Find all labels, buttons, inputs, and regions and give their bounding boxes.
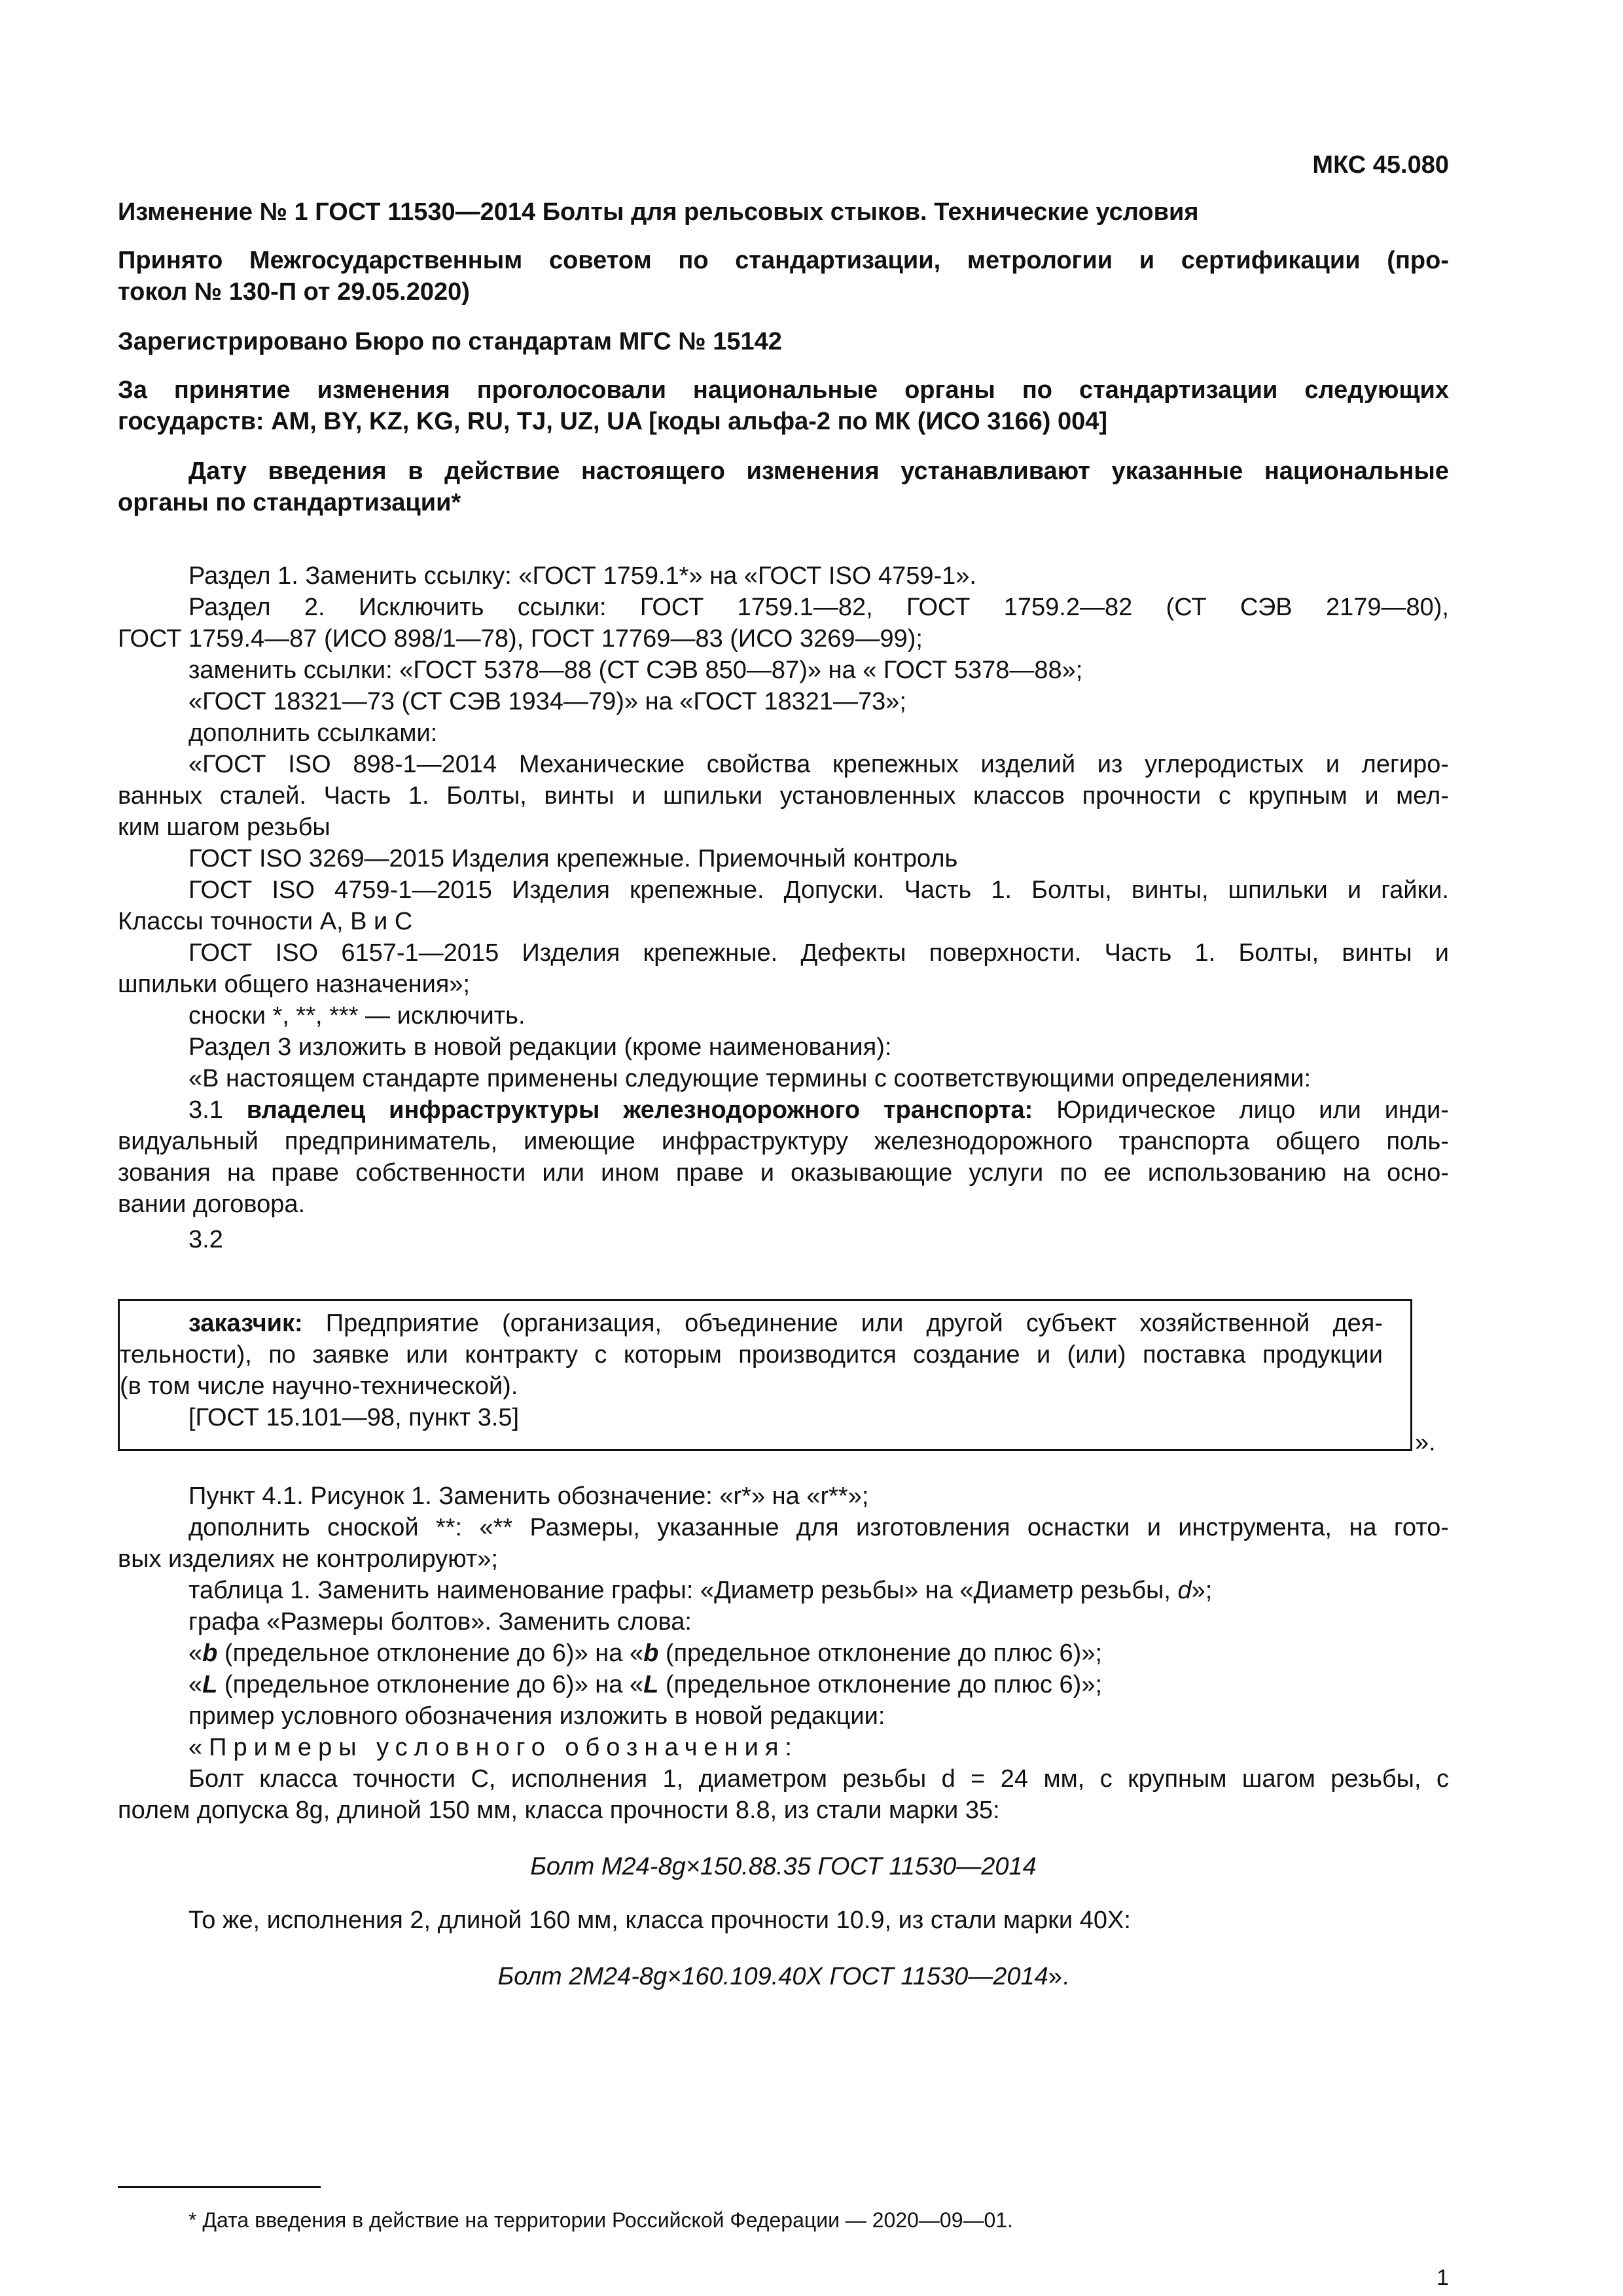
p41-line-8: пример условного обозначения изложить в новой редакции: — [188, 1702, 885, 1730]
date-intro-line-2: органы по стандартизации* — [118, 489, 461, 516]
definition-box — [118, 1299, 1412, 1451]
page-number: 1 — [1436, 2265, 1449, 2290]
example-2: Болт 2М24-8g×160.109.40Х ГОСТ 11530—2014 — [497, 1963, 1048, 1990]
box-term: заказчик: — [188, 1310, 303, 1337]
p41-line-7 — [188, 1669, 1102, 1700]
mks-code: МКС 45.080 — [1312, 151, 1449, 179]
section-2-line-e: дополнить ссылками: — [188, 719, 438, 747]
ref-4-line-b: шпильки общего назначения»; — [118, 971, 471, 998]
ref-3-line-a: ГОСТ ISO 4759-1—2015 Изделия крепежные. Допуски. Часть 1. Болты, винты, шпильки и гайки. — [188, 876, 1449, 904]
p41-line-4-end: »; — [1191, 1577, 1213, 1604]
p41-line-6-quote: « — [188, 1640, 203, 1667]
p41-line-7-quote: « — [188, 1671, 203, 1698]
box-closing-quote: ». — [1415, 1429, 1436, 1456]
p41-line-6-mid: (предельное отклонение до 6)» на « — [217, 1640, 644, 1667]
ref-1-line-c: ким шагом резьбы — [118, 814, 330, 841]
term-3-1-line-b: видуальный предприниматель, имеющие инфраструктуру железнодорожного транспорта общего поль- — [118, 1128, 1449, 1155]
registered-line: Зарегистрировано Бюро по стандартам МГС № 15142 — [118, 328, 782, 355]
p41-line-1: Пункт 4.1. Рисунок 1. Заменить обозначение: «r*» на «r**»; — [188, 1482, 869, 1510]
section-2-line-d: «ГОСТ 18321—73 (СТ СЭВ 1934—79)» на «ГОСТ 18321—73»; — [188, 688, 906, 715]
p41-line-10b: полем допуска 8g, длиной 150 мм, класса прочности 8.8, из стали марки 35: — [118, 1797, 1000, 1824]
footnote-rule — [118, 2186, 321, 2188]
example-2-line — [118, 1961, 1449, 1992]
p41-line-7-L: L — [202, 1671, 218, 1698]
section-2-line-b: ГОСТ 1759.4—87 (ИСО 898/1—78), ГОСТ 17769—83 (ИСО 3269—99); — [118, 625, 923, 653]
ref-3-line-b: Классы точности А, В и С — [118, 908, 413, 935]
section-3-line: Раздел 3 изложить в новой редакции (кроме наименования): — [188, 1033, 892, 1061]
term-3-2-number: 3.2 — [188, 1226, 223, 1253]
p41-line-9: «Примеры условного обозначения: — [188, 1734, 798, 1761]
example-2-end: ». — [1048, 1963, 1069, 1990]
p41-line-7-L2: L — [643, 1671, 659, 1698]
example-1: Болт М24-8g×150.88.35 ГОСТ 11530—2014 — [530, 1853, 1037, 1880]
section-2-line-c: заменить ссылки: «ГОСТ 5378—88 (СТ СЭВ 850—87)» на « ГОСТ 5378—88»; — [188, 656, 1083, 684]
adopted-line-1: Принято Межгосударственным советом по стандартизации, метрологии и сертификации (про- — [118, 247, 1449, 274]
p41-line-7-end: (предельное отклонение до плюс 6)»; — [658, 1671, 1103, 1698]
box-line-2: тельности), по заявке или контракту с которым производится создание и (или) поставка продукции — [120, 1341, 1383, 1369]
p41-line-7-mid: (предельное отклонение до 6)» на « — [217, 1671, 644, 1698]
voted-line-1: За принятие изменения проголосовали национальные органы по стандартизации следующих — [118, 376, 1449, 404]
section-2-line-a: Раздел 2. Исключить ссылки: ГОСТ 1759.1—82, ГОСТ 1759.2—82 (СТ СЭВ 2179—80), — [188, 594, 1449, 621]
term-3-1-line-c: зования на праве собственности или ином праве и оказывающие услуги по ее использованию на осно- — [118, 1159, 1449, 1187]
box-line-1-rest: Предприятие (организация, объединение или другой субъект хозяйственной дея- — [302, 1310, 1383, 1337]
p41-line-2: дополнить сноской **: «** Размеры, указанные для изготовления оснастки и инструмента, на гото- — [188, 1514, 1449, 1541]
p41-line-4 — [188, 1575, 1212, 1606]
ref-4-line-a: ГОСТ ISO 6157-1—2015 Изделия крепежные. Дефекты поверхности. Часть 1. Болты, винты и — [188, 939, 1449, 967]
adopted-line-2: токол № 130-П от 29.05.2020) — [118, 278, 470, 306]
footnotes-exclude-line: сноски *, **, *** — исключить. — [188, 1002, 526, 1030]
section-3-intro-line: «В настоящем стандарте применены следующие термины с соответствующими определениями: — [188, 1065, 1311, 1092]
p41-line-4-d: d — [1177, 1577, 1192, 1604]
ref-1-line-b: ванных сталей. Часть 1. Болты, винты и шпильки установленных классов прочности с крупным и мел- — [118, 782, 1449, 810]
term-3-1-term: владелец инфраструктуры железнодорожного транспорта: — [246, 1096, 1033, 1124]
term-3-1-line-a — [188, 1094, 1449, 1126]
term-3-1-line-d: вании договора. — [118, 1191, 306, 1218]
section-1-line: Раздел 1. Заменить ссылку: «ГОСТ 1759.1*» на «ГОСТ ISO 4759-1». — [188, 562, 976, 590]
voted-line-2: государств: AM, BY, KZ, KG, RU, TJ, UZ, UA [коды альфа-2 по МК (ИСО 3166) 004] — [118, 408, 1108, 435]
document-title: Изменение № 1 ГОСТ 11530—2014 Болты для рельсовых стыков. Технические условия — [118, 198, 1199, 226]
footnote: * Дата введения в действие на территории Российской Федерации — 2020—09—01. — [188, 2208, 1013, 2232]
p41-line-3: вых изделиях не контролируют»; — [118, 1545, 499, 1573]
ref-2-line: ГОСТ ISO 3269—2015 Изделия крепежные. Приемочный контроль — [188, 845, 958, 872]
p41-line-4-text: таблица 1. Заменить наименование графы: «Диаметр резьбы» на «Диаметр резьбы, — [188, 1577, 1178, 1604]
p41-line-6-end: (предельное отклонение до плюс 6)»; — [658, 1640, 1103, 1667]
p41-line-11: То же, исполнения 2, длиной 160 мм, класса прочности 10.9, из стали марки 40Х: — [188, 1907, 1131, 1934]
term-3-1-number: 3.1 — [188, 1096, 247, 1124]
box-line-3: (в том числе научно-технической). — [120, 1372, 518, 1400]
p41-line-6-b: b — [202, 1640, 218, 1667]
p41-line-10a: Болт класса точности С, исполнения 1, диаметром резьбы d = 24 мм, с крупным шагом резьбы, с — [188, 1765, 1449, 1793]
term-3-1-rest: Юридическое лицо или инди- — [1033, 1096, 1449, 1124]
ref-1-line-a: «ГОСТ ISO 898-1—2014 Механические свойства крепежных изделий из углеродистых и легиро- — [188, 751, 1449, 778]
box-line-4: [ГОСТ 15.101—98, пункт 3.5] — [188, 1404, 520, 1431]
date-intro-line-1: Дату введения в действие настоящего изменения устанавливают указанные национальные — [188, 457, 1449, 485]
p41-line-5: графа «Размеры болтов». Заменить слова: — [188, 1608, 692, 1636]
p41-line-6 — [188, 1638, 1102, 1669]
p41-line-6-b2: b — [643, 1640, 659, 1667]
box-line-1 — [188, 1308, 1383, 1339]
